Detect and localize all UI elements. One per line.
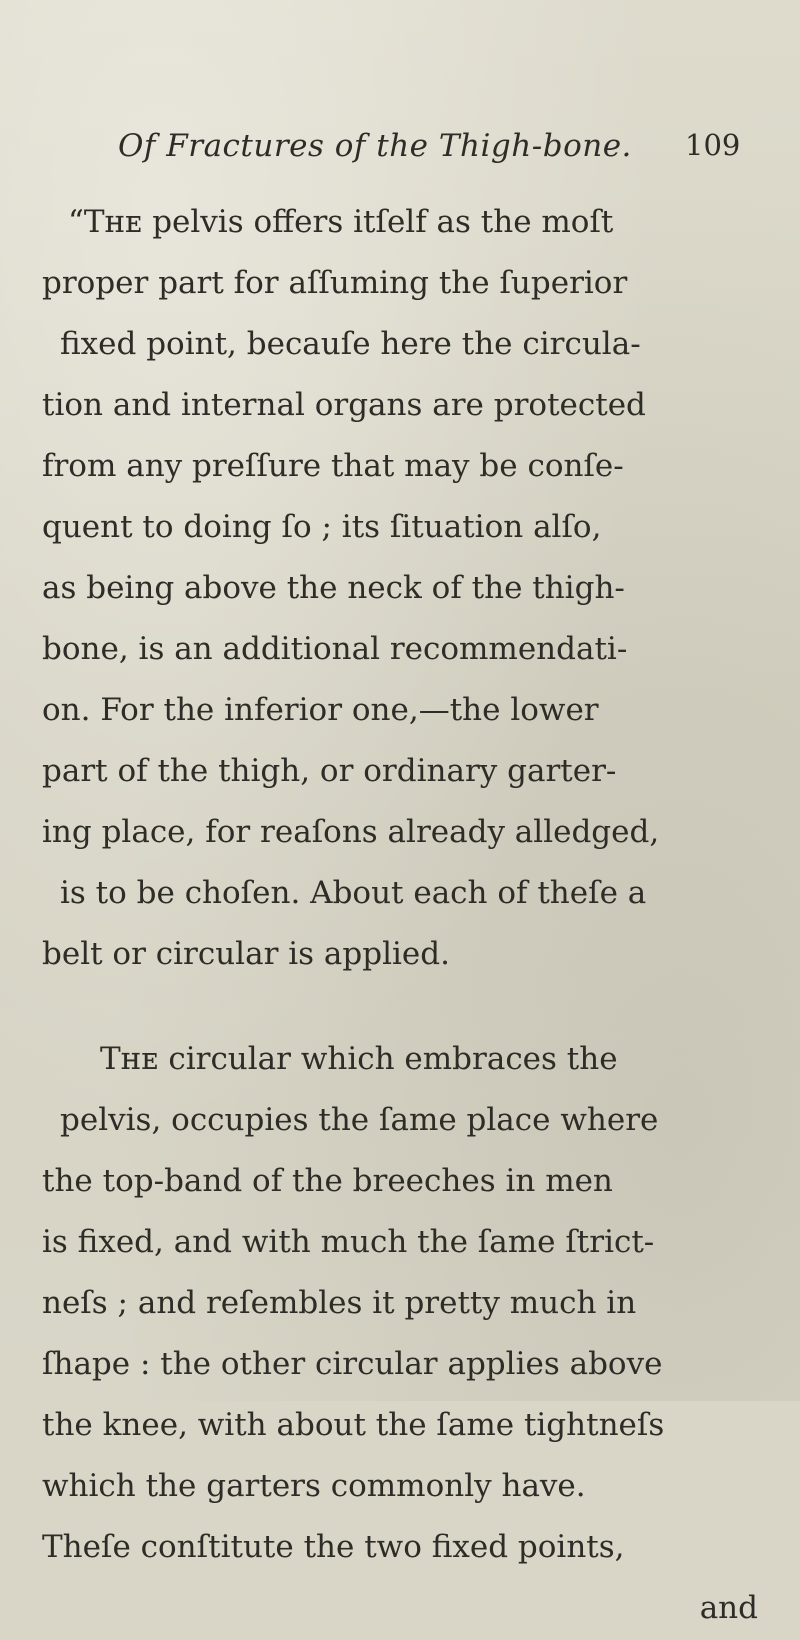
text-line: “Tʜᴇ pelvis offers itſelf as the moſt: [68, 204, 614, 240]
text-line: is to be choſen. About each of theſe a: [60, 875, 647, 911]
page-number: 109: [685, 128, 741, 162]
text-line: tion and internal organs are protected: [42, 387, 646, 423]
paragraph-gap: [42, 985, 762, 1029]
catchword: and: [699, 1590, 758, 1626]
text-line: the top-band of the breeches in men: [42, 1163, 613, 1199]
text-line: from any preſſure that may be conſe-: [42, 448, 624, 484]
text-line: pelvis, occupies the ſame place where: [60, 1102, 659, 1138]
text-line: ſhape : the other circular applies above: [42, 1346, 663, 1382]
text-line: which the garters commonly have.: [42, 1468, 586, 1504]
text-line: quent to doing ſo ; its ſituation alſo,: [42, 509, 602, 545]
paragraph-1: [42, 192, 762, 985]
text-line: Theſe conſtitute the two fixed points,: [42, 1529, 625, 1565]
text-line: proper part for aſſuming the ſuperior: [42, 265, 628, 301]
text-line: bone, is an additional recommendati-: [42, 631, 628, 667]
text-line: on. For the inferior one,—the lower: [42, 692, 599, 728]
text-line: belt or circular is applied.: [42, 936, 450, 972]
body-text: [42, 192, 762, 1639]
text-line: neſs ; and reſembles it pretty much in: [42, 1285, 637, 1321]
text-line: is fixed, and with much the ſame ſtrict-: [42, 1224, 655, 1260]
text-line: fixed point, becauſe here the circula-: [60, 326, 641, 362]
running-title: Of Fractures of the Thigh-bone.: [118, 128, 632, 164]
text-line: Tʜᴇ circular which embraces the: [100, 1041, 618, 1077]
text-line: part of the thigh, or ordinary garter-: [42, 753, 617, 789]
text-line: ing place, for reaſons already alledged,: [42, 814, 660, 850]
page-header: [0, 128, 800, 178]
paragraph-2: [42, 1029, 762, 1578]
text-line: as being above the neck of the thigh-: [42, 570, 625, 606]
text-line: the knee, with about the ſame tightneſs: [42, 1407, 665, 1443]
